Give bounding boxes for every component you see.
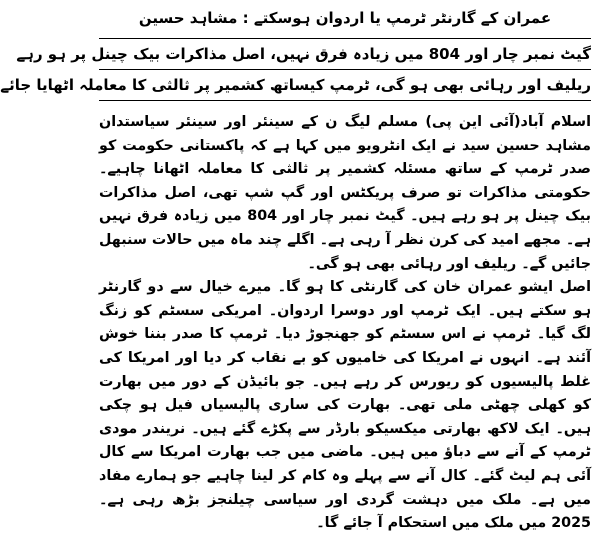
headline: عمران کے گارنٹر ٹرمپ یا اردوان ہوسکتے : مشاہد حسین <box>138 9 552 27</box>
subheadline-1: گیٹ نمبر چار اور 804 میں زیادہ فرق نہیں، اصل مذاکرات بیک چینل پر ہو رہے <box>99 38 591 69</box>
article-body <box>99 111 591 536</box>
paragraph-2: اصل ایشو عمران خان کی گارنٹی کا ہو گا۔ میرے خیال سے دو گارنٹر ہو سکتے ہیں۔ ایک ٹرمپ اور دوسرا اردوان۔ امریکی سسٹم کو زنگ لگ گیا۔ ٹرمپ نے اس سسٹم کو جھنجوڑ دیا۔ ٹرمپ کا صدر بننا خوش آئند ہے۔ انہوں نے امریکا کی خامیوں کو بے نقاب کر دیا اور امریکا کی غلط پالیسیوں کو ریورس کر رہے ہیں۔ جو بائیڈن کے دور میں بھارت کو کھلی چھٹی ملی تھی۔ بھارت کی ساری پالیسیاں فیل ہو چکی ہیں۔ ایک لاکھ بھارتی میکسیکو بارڈر سے پکڑے گئے ہیں۔ نریندر مودی ٹرمپ کے آنے سے دباؤ میں ہیں۔ ماضی میں جب بھارت امریکا سے کال آئی ہم لیٹ گئے۔ کال آنے سے پہلے وہ کام کر لینا چاہیے جو ہمارے مفاد میں ہے۔ ملک میں دہشت گردی اور سیاسی چیلنجز بڑھ رہی ہے۔ 2025 میں ملک میں استحکام آ جائے گا۔ <box>99 279 591 532</box>
subheadline-2: ریلیف اور رہائی بھی ہو گی، ٹرمپ کیساتھ کشمیر پر ثالثی کا معاملہ اٹھایا جائے <box>99 69 591 101</box>
paragraph-1: اسلام آباد(آئی این پی) مسلم لیگ ن کے سینئر اور سینئر سیاستدان مشاہد حسین سید نے ایک انٹرویو میں کہا ہے کہ پاکستانی حکومت کو صدر ٹرمپ کے ساتھ مسئلہ کشمیر پر ثالثی کا معاملہ اٹھانا چاہیے۔ حکومتی مذاکرات تو صرف پریکٹس اور گپ شپ تھی، اصل مذاکرات بیک چینل پر ہو رہے ہیں۔ گیٹ نمبر چار اور 804 میں زیادہ فرق نہیں ہے۔ مجھے امید کی کرن نظر آ رہی ہے۔ اگلے چند ماہ میں حالات سنبھل جائیں گے۔ ریلیف اور رہائی بھی ہو گی۔ <box>99 114 591 272</box>
